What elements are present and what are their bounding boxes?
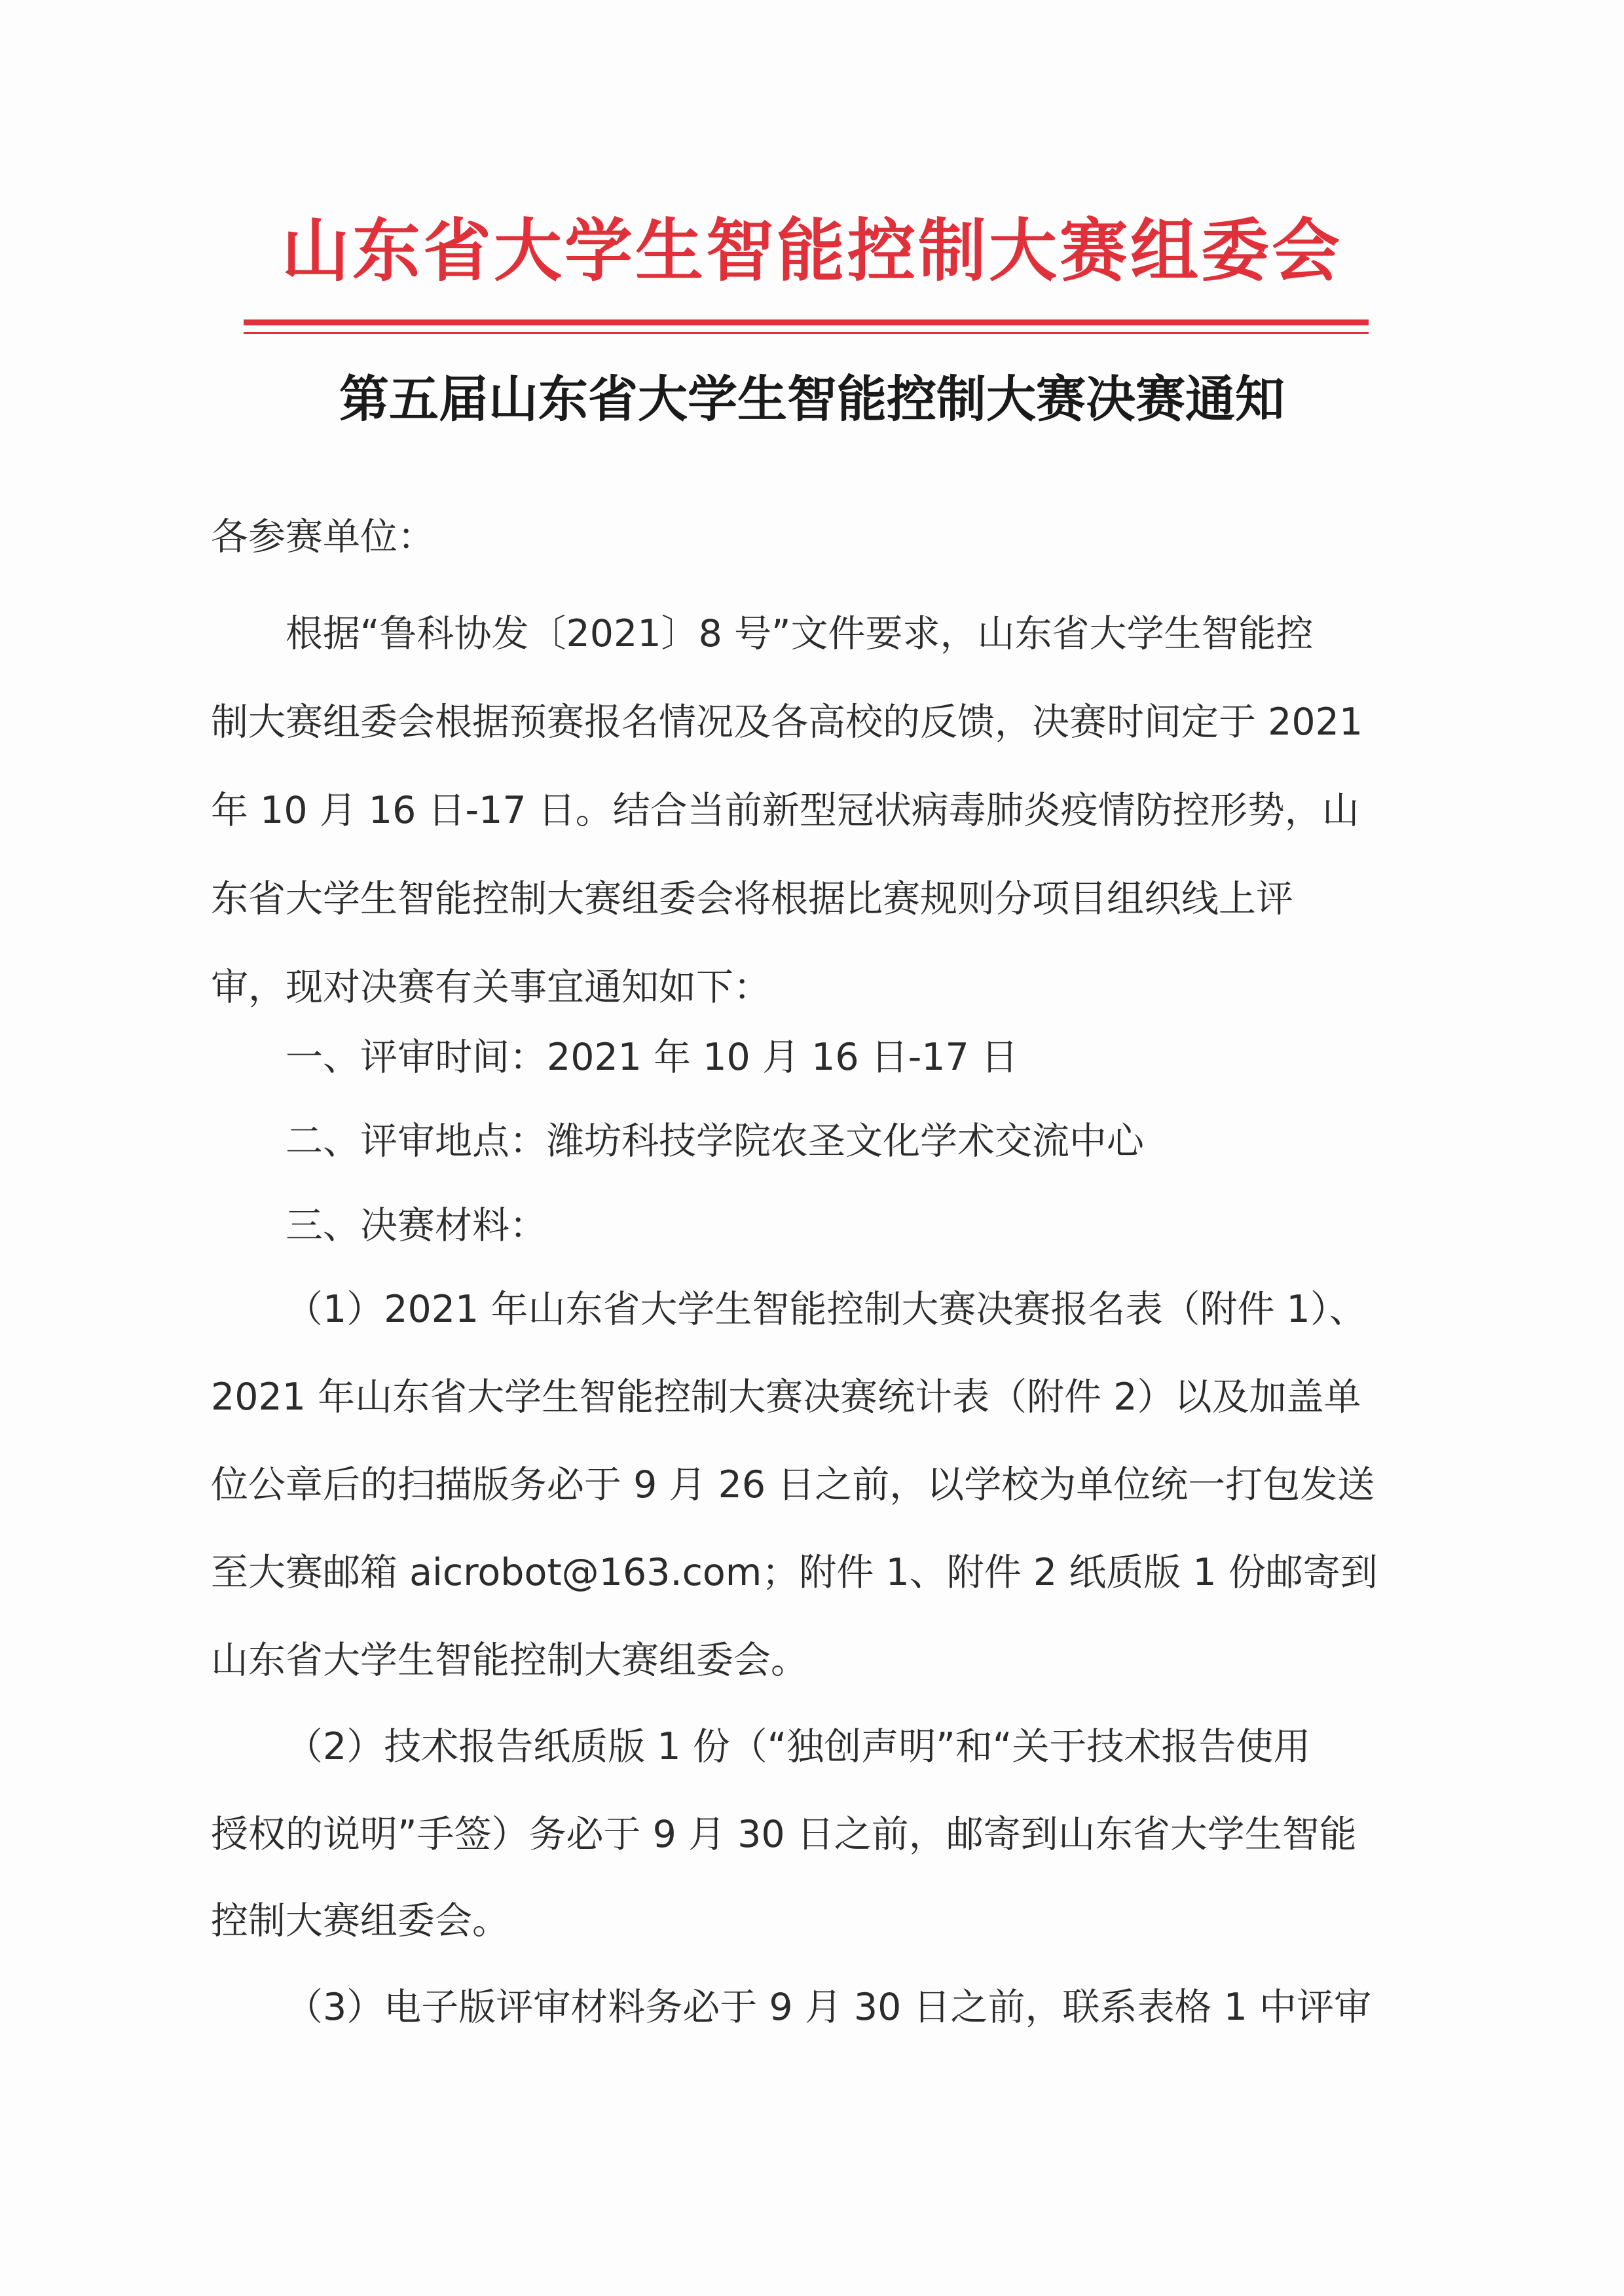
- item-final-materials: 三、决赛材料：: [286, 1204, 547, 1247]
- header-rule-thick: [244, 319, 1369, 325]
- header-rule-thin: [244, 332, 1369, 334]
- paragraph-line: 制大赛组委会根据预赛报名情况及各高校的反馈，决赛时间定于 2021: [211, 701, 1363, 744]
- paragraph-line: 年 10 月 16 日-17 日。结合当前新型冠状病毒肺炎疫情防控形势，山: [211, 789, 1359, 832]
- organization-header: 山东省大学生智能控制大赛组委会: [281, 211, 1342, 291]
- paragraph-line: 东省大学生智能控制大赛组委会将根据比赛规则分项目组织线上评: [211, 877, 1293, 920]
- item-review-location: 二、评审地点：潍坊科技学院农圣文化学术交流中心: [286, 1120, 1144, 1163]
- item-review-time: 一、评审时间：2021 年 10 月 16 日-17 日: [286, 1036, 1018, 1079]
- paragraph-line: 2021 年山东省大学生智能控制大赛决赛统计表（附件 2）以及加盖单: [211, 1376, 1361, 1419]
- document-title: 第五届山东省大学生智能控制大赛决赛通知: [339, 370, 1285, 428]
- paragraph-line: 审，现对决赛有关事宜通知如下：: [211, 966, 771, 1009]
- paragraph-line: （3）电子版评审材料务必于 9 月 30 日之前，联系表格 1 中评审: [286, 1986, 1372, 2029]
- paragraph-line: 根据“鲁科协发〔2021〕8 号”文件要求，山东省大学生智能控: [286, 612, 1314, 655]
- paragraph-line: 山东省大学生智能控制大赛组委会。: [211, 1639, 808, 1682]
- paragraph-line: 控制大赛组委会。: [211, 1899, 509, 1942]
- paragraph-line: （2）技术报告纸质版 1 份（“独创声明”和“关于技术报告使用: [286, 1725, 1311, 1768]
- paragraph-line: 位公章后的扫描版务必于 9 月 26 日之前，以学校为单位统一打包发送: [211, 1463, 1375, 1506]
- salutation: 各参赛单位：: [211, 515, 435, 558]
- paragraph-line-email: 至大赛邮箱 aicrobot@163.com；附件 1、附件 2 纸质版 1 份邮寄到: [211, 1551, 1378, 1594]
- paragraph-line: 授权的说明”手签）务必于 9 月 30 日之前，邮寄到山东省大学生智能: [211, 1813, 1357, 1856]
- paragraph-line: （1）2021 年山东省大学生智能控制大赛决赛报名表（附件 1）、: [286, 1288, 1367, 1331]
